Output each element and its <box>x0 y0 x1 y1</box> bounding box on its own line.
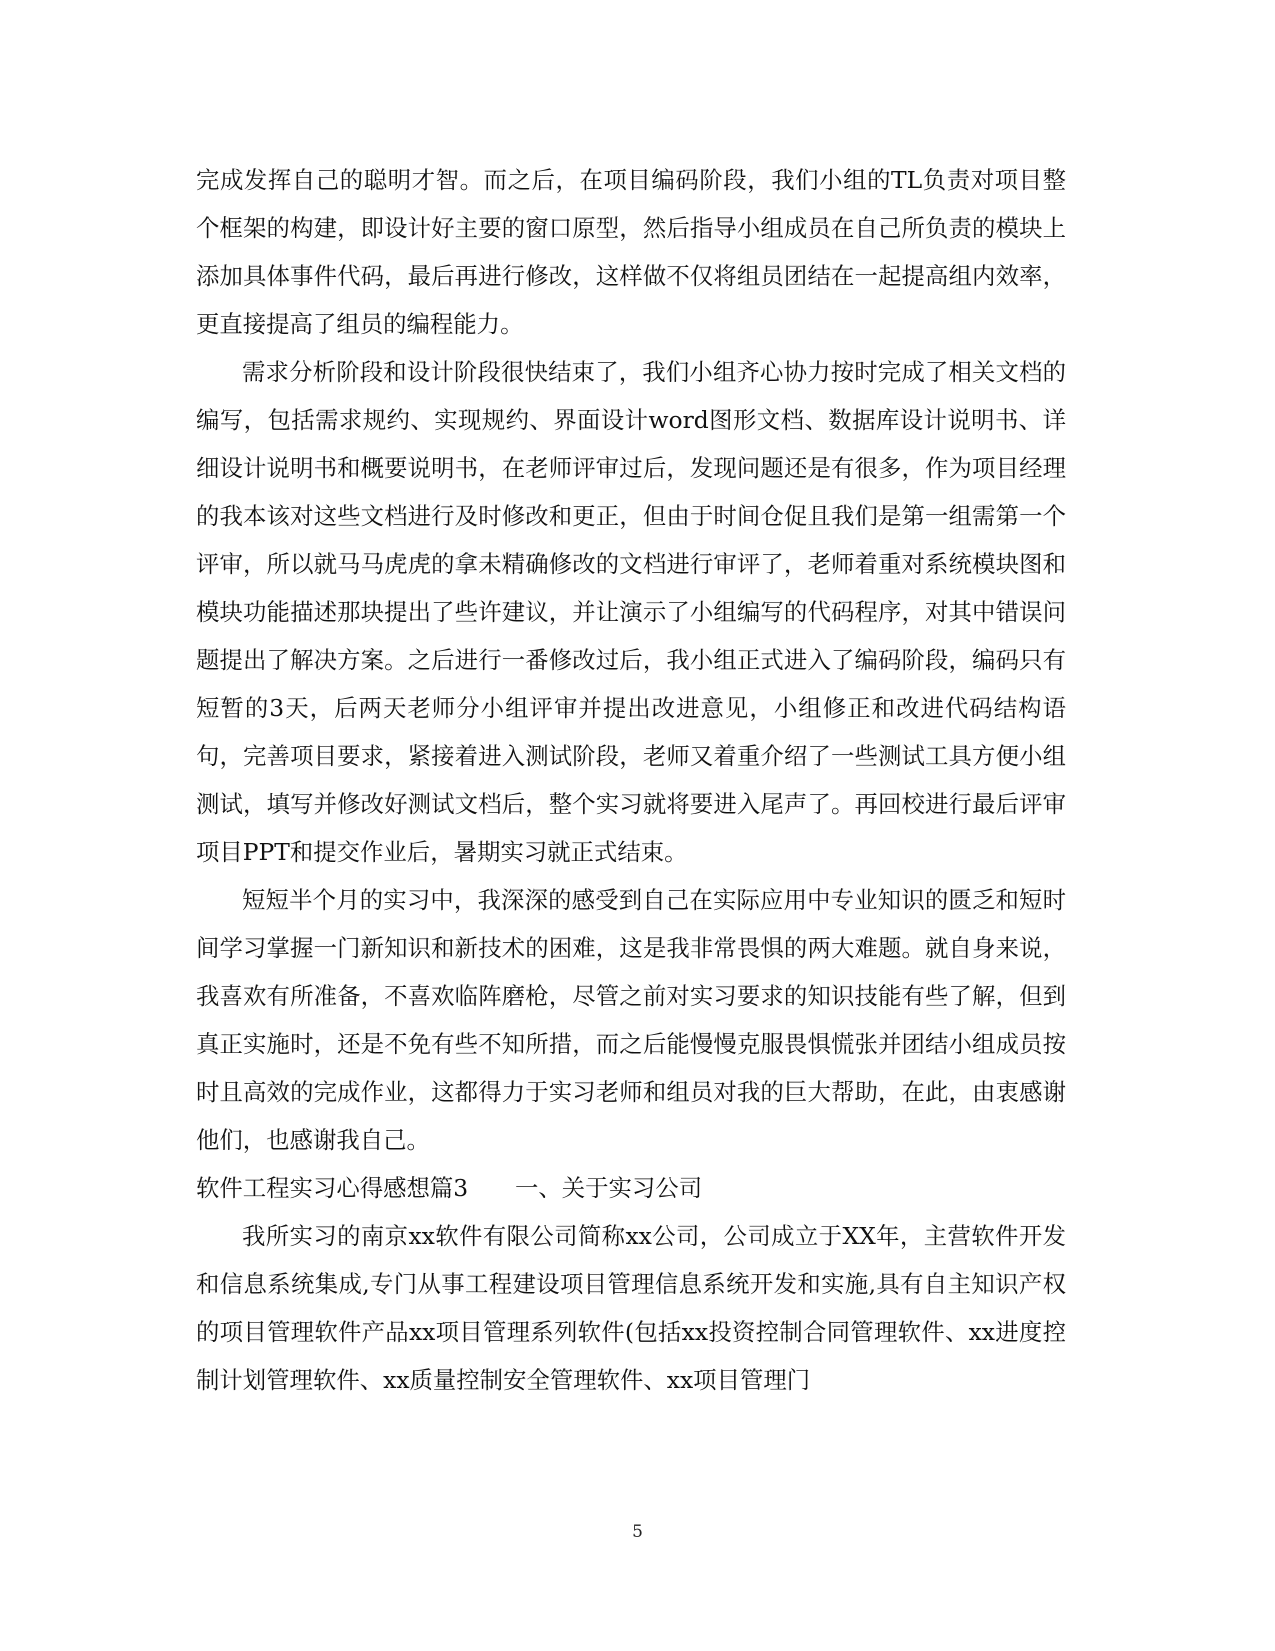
paragraph-2: 需求分析阶段和设计阶段很快结束了，我们小组齐心协力按时完成了相关文档的编写，包括需求规约、实现规约、界面设计word图形文档、数据库设计说明书、详细设计说明书和概要说明书，在老师评审过后，发现问题还是有很多，作为项目经理的我本该对这些文档进行及时修改和更正，但由于时间仓促且我们是第一组需第一个评审，所以就马马虎虎的拿未精确修改的文档进行审评了，老师着重对系统模块图和模块功能描述那块提出了些许建议，并让演示了小组编写的代码程序，对其中错误问题提出了解决方案。之后进行一番修改过后，我小组正式进入了编码阶段，编码只有短暂的3天，后两天老师分小组评审并提出改进意见，小组修正和改进代码结构语句，完善项目要求，紧接着进入测试阶段，老师又着重介绍了一些测试工具方便小组测试，填写并修改好测试文档后，整个实习就将要进入尾声了。再回校进行最后评审项目PPT和提交作业后，暑期实习就正式结束。 <box>196 358 1066 866</box>
paragraph-3: 短短半个月的实习中，我深深的感受到自己在实际应用中专业知识的匮乏和短时间学习掌握一门新知识和新技术的困难，这是我非常畏惧的两大难题。就自身来说，我喜欢有所准备，不喜欢临阵磨枪，尽管之前对实习要求的知识技能有些了解，但到真正实施时，还是不免有些不知所措，而之后能慢慢克服畏惧慌张并团结小组成员按时且高效的完成作业，这都得力于实习老师和组员对我的巨大帮助，在此，由衷感谢他们，也感谢我自己。 <box>196 886 1066 1154</box>
paragraph-1: 完成发挥自己的聪明才智。而之后，在项目编码阶段，我们小组的TL负责对项目整个框架的构建，即设计好主要的窗口原型，然后指导小组成员在自己所负责的模块上添加具体事件代码，最后再进行修改，这样做不仅将组员团结在一起提高组内效率，更直接提高了组员的编程能力。 <box>196 166 1066 338</box>
page-number: 5 <box>632 1522 643 1542</box>
document-body <box>196 156 1066 1404</box>
paragraph-4: 我所实习的南京xx软件有限公司简称xx公司，公司成立于XX年，主营软件开发和信息系统集成,专门从事工程建设项目管理信息系统开发和实施,具有自主知识产权的项目管理软件产品xx项目管理系列软件(包括xx投资控制合同管理软件、xx进度控制计划管理软件、xx质量控制安全管理软件、xx项目管理门 <box>196 1222 1066 1394</box>
section-heading: 软件工程实习心得感想篇3 一、关于实习公司 <box>196 1174 703 1202</box>
